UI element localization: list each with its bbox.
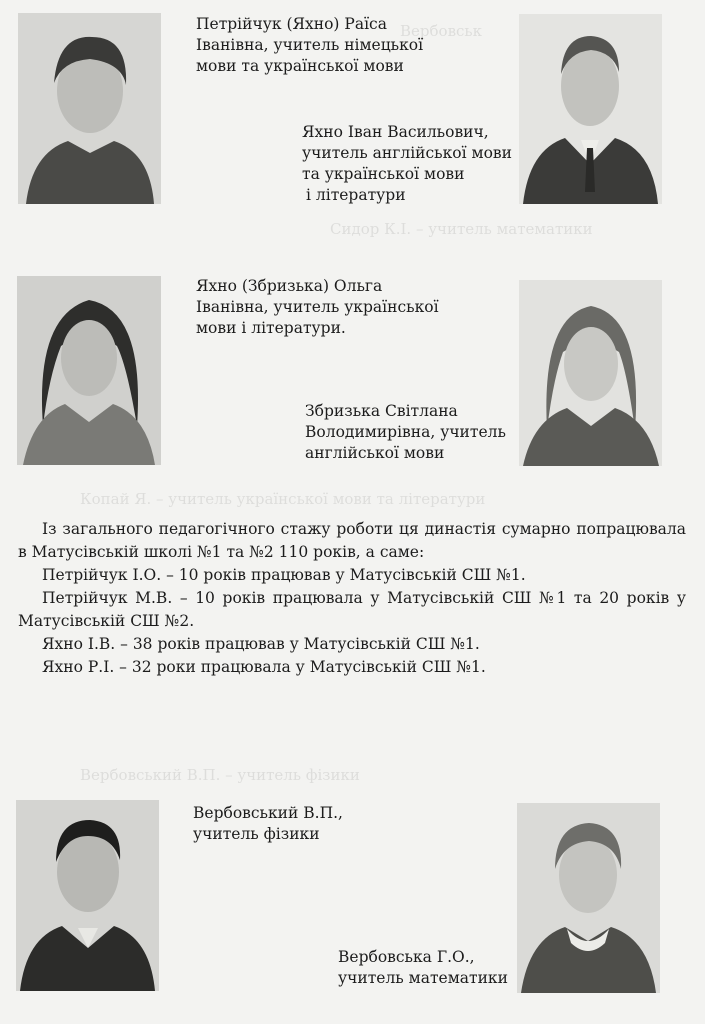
caption-petriichuk-raisa — [196, 14, 423, 77]
bleed-through-text: Вербовський В.П. – учитель фізики — [80, 766, 360, 784]
caption-line: та української мови — [302, 165, 465, 183]
caption-line: Петрійчук (Яхно) Раїса — [196, 15, 387, 33]
caption-line: учитель математики — [338, 969, 508, 987]
caption-line: Яхно Іван Васильович, — [302, 123, 489, 141]
caption-line: Іванівна, учитель німецької — [196, 36, 424, 54]
summary-intro: Із загального педагогічного стажу роботи ця династія сумарно попрацювала в Матусівській школі №1 та №2 110 років, а саме: — [18, 520, 686, 561]
caption-line: Збризька Світлана — [305, 402, 458, 420]
bleed-through-text: Вербовськ — [400, 22, 482, 40]
portrait-yakhno-ivan — [519, 14, 662, 204]
caption-line: мови і літератури. — [196, 319, 346, 337]
caption-yakhno-ivan — [302, 122, 512, 206]
dynasty-summary — [18, 518, 686, 679]
caption-line: учитель англійської мови — [302, 144, 512, 162]
caption-line: мови та української мови — [196, 57, 404, 75]
portrait-verbovska — [517, 803, 660, 993]
caption-line: Вербовський В.П., — [193, 804, 343, 822]
bleed-through-text: Копай Я. – учитель української мови та літератури — [80, 490, 486, 508]
caption-zbryzka-svitlana — [305, 401, 506, 464]
caption-line: учитель фізики — [193, 825, 320, 843]
caption-line: Володимирівна, учитель — [305, 423, 506, 441]
bleed-through-text: Сидор К.І. – учитель математики — [330, 220, 593, 238]
caption-line: англійської мови — [305, 444, 445, 462]
summary-item: Яхно Р.І. – 32 роки працювала у Матусівській СШ №1. — [42, 658, 486, 676]
summary-item: Петрійчук І.О. – 10 років працював у Матусівській СШ №1. — [42, 566, 526, 584]
caption-verbovska — [338, 947, 508, 989]
caption-yakhno-olga — [196, 276, 439, 339]
caption-line: Іванівна, учитель української — [196, 298, 439, 316]
caption-line: і літератури — [306, 186, 406, 204]
caption-line: Вербовська Г.О., — [338, 948, 475, 966]
portrait-zbryzka-svitlana — [519, 280, 662, 466]
portrait-yakhno-olga — [17, 276, 161, 465]
summary-item: Яхно І.В. – 38 років працював у Матусівській СШ №1. — [42, 635, 480, 653]
caption-verbovskyi — [193, 803, 343, 845]
caption-line: Яхно (Збризька) Ольга — [196, 277, 383, 295]
summary-item: Петрійчук М.В. – 10 років працювала у Матусівській СШ №1 та 20 років у Матусівській СШ №2. — [18, 589, 686, 630]
portrait-verbovskyi — [16, 800, 159, 991]
portrait-petriichuk-raisa — [18, 13, 161, 204]
